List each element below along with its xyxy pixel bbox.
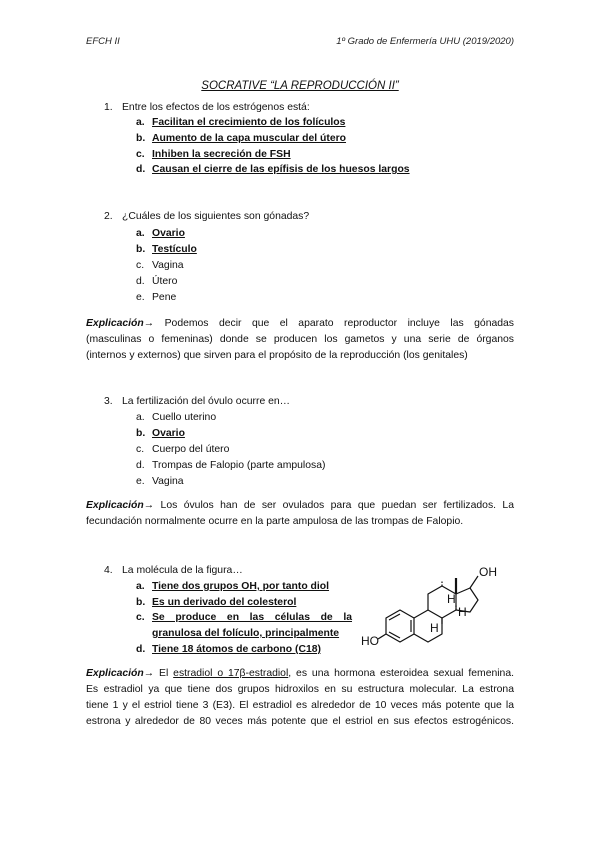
option-letter: c.: [136, 612, 145, 623]
page-title: SOCRATIVE “LA REPRODUCCIÓN II”: [201, 80, 399, 92]
question-2: [104, 211, 309, 222]
h-label: H: [447, 592, 456, 606]
option-text: Cuerpo del útero: [152, 444, 230, 455]
explanation-line: (masculinas o femeninas) donde se producen los gametos y una serie de órganos: [86, 334, 514, 345]
option-text: Tiene 18 átomos de carbono (C18): [152, 644, 321, 655]
header-left: EFCH II: [86, 36, 120, 47]
estradiol-molecule: [360, 558, 520, 654]
h-label: H: [430, 621, 439, 635]
q1-option-d: [136, 164, 410, 175]
q1-option-a: [136, 117, 345, 128]
option-letter: a.: [136, 117, 145, 128]
question-text: Entre los efectos de los estrógenos está:: [122, 102, 310, 113]
option-letter: e.: [136, 476, 145, 487]
q3-option-b: [136, 428, 185, 439]
explanation-intro: El: [159, 668, 169, 679]
arrow-icon: →: [143, 668, 155, 679]
ho-label: HO: [361, 634, 379, 648]
q2-option-d: [136, 276, 177, 287]
option-text: Testículo: [152, 244, 197, 255]
option-text: Inhiben la secreción de FSH: [152, 149, 291, 160]
question-text: La molécula de la figura…: [122, 565, 243, 576]
option-letter: b.: [136, 244, 146, 255]
q2-explanation: [86, 316, 514, 364]
q2-option-a: [136, 228, 185, 239]
q2-option-e: [136, 292, 176, 303]
option-letter: c.: [136, 149, 145, 160]
option-letter: a.: [136, 412, 145, 423]
explanation-line: Podemos decir que el aparato reproductor incluye las gónadas: [164, 318, 514, 329]
arrow-icon: →: [143, 318, 155, 329]
question-text: La fertilización del óvulo ocurre en…: [122, 396, 291, 407]
question-number: 1.: [104, 102, 113, 113]
oh-label: OH: [479, 565, 497, 579]
option-letter: d.: [136, 460, 145, 471]
option-text: Trompas de Falopio (parte ampulosa): [152, 460, 326, 471]
option-text: Ovario: [152, 428, 185, 439]
option-letter: a.: [136, 581, 145, 592]
q1-option-c: [136, 149, 291, 160]
option-letter: b.: [136, 597, 146, 608]
explanation-line: fecundación normalmente ocurre en la parte ampulosa de las trompas de Falopio.: [86, 516, 464, 527]
explanation-line: estrona y alrededor de 80 veces más potente que el estriol en sus efectos estrogénicos.: [86, 716, 514, 727]
option-text: Pene: [152, 292, 177, 303]
option-text: Vagina: [152, 260, 184, 271]
q4-option-d: [136, 644, 321, 655]
explanation-label: Explicación: [86, 318, 144, 329]
q4-option-c: [136, 612, 352, 623]
option-text: Aumento de la capa muscular del útero: [152, 133, 347, 144]
q3-option-c: [136, 444, 229, 455]
option-text: Cuello uterino: [152, 412, 217, 423]
option-letter: d.: [136, 276, 145, 287]
option-text: Causan el cierre de las epífisis de los huesos largos: [152, 164, 410, 175]
option-letter: d.: [136, 164, 146, 175]
oh-bond: [470, 576, 478, 588]
option-letter: c.: [136, 444, 145, 455]
ring-a: [386, 610, 414, 642]
explanation-line: tiene 1 y el estriol tiene 3 (E3). El estradiol es alrededor de 10 veces más potente que la: [86, 700, 514, 711]
question-text: ¿Cuáles de los siguientes son gónadas?: [122, 211, 310, 222]
explanation-label: Explicación: [86, 500, 144, 511]
q4-option-b: [136, 597, 296, 608]
question-number: 4.: [104, 565, 113, 576]
q3-explanation: [86, 498, 514, 530]
ho-bond: [378, 634, 386, 639]
q4-option-c-continued: granulosa del folículo, principalmente: [152, 628, 340, 639]
question-4: [104, 565, 243, 576]
q2-option-b: [136, 244, 197, 255]
option-text: Es un derivado del colesterol: [152, 597, 297, 608]
option-letter: b.: [136, 133, 146, 144]
question-1: [104, 102, 310, 113]
q3-option-d: [136, 460, 325, 471]
option-text: Se produce en las células de la: [152, 612, 352, 623]
option-text: Vagina: [152, 476, 184, 487]
question-number: 2.: [104, 211, 113, 222]
q1-option-b: [136, 133, 346, 144]
option-letter: b.: [136, 428, 146, 439]
explanation-label: Explicación: [86, 668, 144, 679]
arrow-icon: →: [143, 500, 155, 511]
h-label: H: [458, 605, 467, 619]
explanation-line: (internos y externos) que sirven para el propósito de la reproducción (los genitales): [86, 350, 468, 361]
q2-option-c: [136, 260, 184, 271]
option-text: Ovario: [152, 228, 185, 239]
q3-option-a: [136, 412, 216, 423]
explanation-line: , es una hormona esteroidea sexual femenina.: [288, 668, 514, 679]
header-right: 1º Grado de Enfermería UHU (2019/2020): [336, 36, 514, 47]
question-3: [104, 396, 290, 407]
option-letter: e.: [136, 292, 145, 303]
explanation-line: Es estradiol ya que tiene dos grupos hidroxilos en su estructura molecular. La estrona: [86, 684, 514, 695]
explanation-line: Los óvulos han de ser ovulados para que puedan ser fertilizados. La: [160, 500, 514, 511]
option-text: Tiene dos grupos OH, por tanto diol: [152, 581, 330, 592]
question-number: 3.: [104, 396, 113, 407]
option-letter: a.: [136, 228, 145, 239]
option-letter: c.: [136, 260, 145, 271]
q4-option-a: [136, 581, 329, 592]
option-text: Facilitan el crecimiento de los folículos: [152, 117, 346, 128]
estradiol-link[interactable]: estradiol o 17β-estradiol: [173, 668, 289, 679]
q4-explanation: [86, 666, 514, 730]
option-letter: d.: [136, 644, 146, 655]
q3-option-e: [136, 476, 184, 487]
option-text: Útero: [152, 276, 178, 287]
